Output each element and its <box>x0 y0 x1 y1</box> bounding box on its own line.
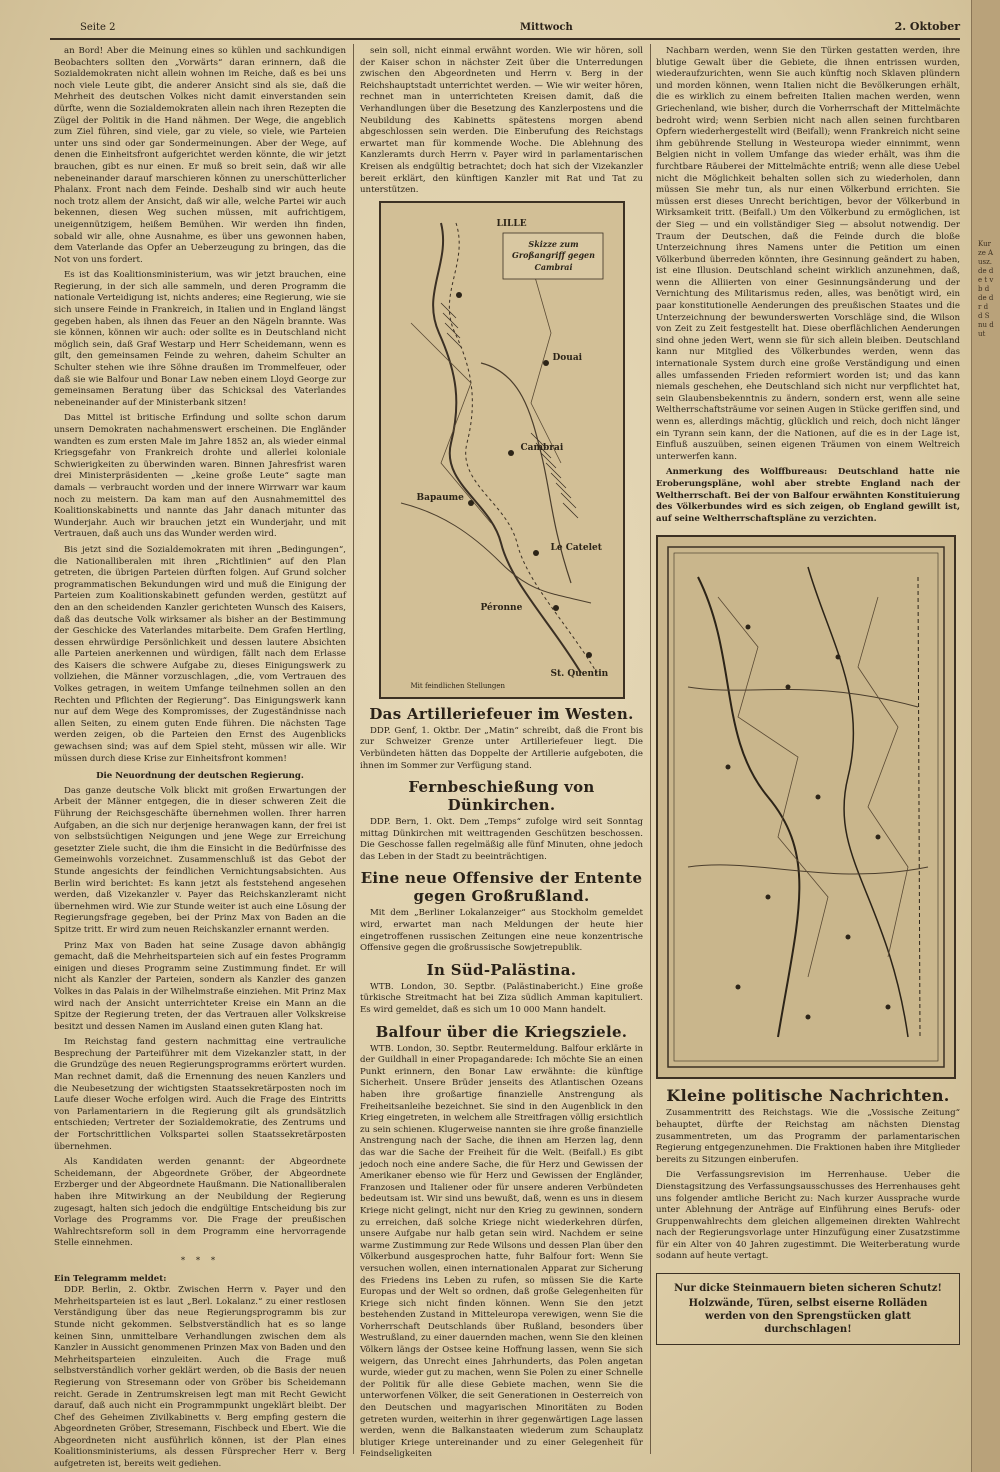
paragraph: Anmerkung des Wolffbureaus: Deutschland hatte nie Eroberungspläne, wohl aber strebte England nach der Weltherrschaft. Bei der von Balfour erwähnten Konstituierung des Völkerbundes wird es sich zeigen, ob England gewillt ist, auf seine Weltherrschaftspläne zu verzichten. <box>656 467 960 524</box>
page-number: Seite 2 <box>80 22 116 33</box>
notice-line: Nur dicke Steinmauern bieten sicheren Schutz! <box>674 1283 942 1295</box>
article-heading: Das Artilleriefeuer im Westen. <box>369 704 634 723</box>
map-label-stquentin: St. Quentin <box>550 668 609 679</box>
issue-date: 2. Oktober <box>894 20 960 33</box>
map-label-bapaume: Bapaume <box>416 492 464 503</box>
column-rule <box>650 44 651 1454</box>
map-label-peronne: Péronne <box>480 602 523 613</box>
telegram-heading: Ein Telegramm meldet: <box>54 1273 167 1284</box>
map-label-cambrai: Cambrai <box>520 442 564 453</box>
paragraph: DDP. Berlin, 2. Oktbr. Zwischen Herrn v. Payer und den Mehrheitsparteien ist es laut „Berl. Lokalanz.“ zu einer restlosen Verständigung über das neue Regierungsprogramm bis zur Stunde nicht gekommen. Selbstverständlich hat es so lange keinen Sinn, unmittelbare Verhandlungen zwischen dem als Kanzler in Aussicht genommenen Prinzen Max von Baden und den Mehrheitsparteien einzuleiten. Auch die Frage muß selbstverständlich vorher geklärt werden, ob die Basis der neuen Regierung von Stresemann oder von Gröber bis Scheidemann reicht. Gerade in Zentrumskreisen legt man mit Recht Gewicht darauf, daß auch nicht ein Programmpunkt ungeklärt bleibt. Der Chef des Geheimen Zivilkabinetts v. Berg empfing gestern die Abgeordneten Gröber, Stresemann, Fischbeck und Ebert. Wie die Abgeordneten nicht ausführlich können, ist der Plan eines Koalitionsministeriums, als dessen Fürsprecher Herr v. Berg aufgetreten ist, bereits weit gediehen. <box>54 1285 346 1470</box>
map-drawing <box>381 203 623 697</box>
article-heading: Eine neue Offensive der Entente gegen Großrußland. <box>360 869 643 906</box>
paragraph: Es ist das Koalitionsministerium, was wir jetzt brauchen, eine Regierung, in der sich alle sammeln, und deren Programm die nationale Verteidigung ist, nichts anderes; eine Regierung, wie sie sich unsere Feinde in Frankreich, in Italien und in England längst gegeben haben, als ihnen das Feuer an den Nägeln brannte. Was sie können, können wir auch: oder sollte es in Deutschland nicht möglich sein, daß Graf Westarp und Herr Scheidemann, wenn es gilt, den gemeinsamen Feinde zu wehren, daheim Schulter an Schulter stehen wie ihre Söhne draußen im Trommelfeuer, oder daß sie wie Balfour und Bonar Law neben einem Lloyd George zur gemeinsamen Beratung über das Schicksal des Vaterlandes nebeneinander auf der Ministerbank sitzen! <box>54 270 346 408</box>
paragraph: DDP. Bern, 1. Okt. Dem „Temps“ zufolge wird seit Sonntag mittag Dünkirchen mit weittragenden Geschützen beschossen. Die Geschosse fallen regelmäßig alle fünf Minuten, ohne jedoch das Leben in der Stadt zu beeinträchtigen. <box>360 817 643 862</box>
map-label-lille: LILLE <box>496 218 527 229</box>
article-heading: Balfour über die Kriegsziele. <box>375 1022 628 1041</box>
advertisement-box <box>656 1273 960 1345</box>
paragraph: Als Kandidaten werden genannt: der Abgeordnete Scheidemann, der Abgeordnete Gröber, der Abgeordnete Erzberger und der Abgeordnete Haußmann. Die Nationalliberalen haben ihre Mitwirkung an der Neubildung der Regierung zugesagt, halten sich jedoch die endgültige Entscheidung bis zur Vorlage des Programms vor. Die Frage der preußischen Wahlrechtsreform soll in dem Programm eine hervorragende Stelle einnehmen. <box>54 1157 346 1249</box>
paragraph: Im Reichstag fand gestern nachmittag eine vertrauliche Besprechung der Parteiführer mit dem Vizekanzler statt, in der die Grundzüge des neuen Regierungsprogramms erörtert wurden. Man rechnet damit, daß die Ernennung des neuen Kanzlers und die Neubesetzung der wichtigsten Staatssekretärposten noch im Laufe dieser Woche erfolgen wird. Auch die Frage des Eintritts von Parlamentariern in die Regierung gilt als grundsätzlich entschieden; Vertreter der Sozialdemokratie, des Zentrums und der Fortschrittlichen Volkspartei sollen Staatssekretärposten übernehmen. <box>54 1037 346 1152</box>
middle-column <box>360 46 643 1460</box>
map-label-douai: Douai <box>552 352 583 363</box>
paragraph: an Bord! Aber die Meinung eines so kühlen und sachkundigen Beobachters sollten den „Vorwärts“ daran erinnern, daß die Sozialdemokraten nicht allein wohnen im Reiche, daß es bei uns noch viele Leute gibt, die anderer Ansicht sind als sie, daß die Mehrheit des deutschen Volkes nicht damit einverstanden sein dürfte, wenn die Sozialdemokraten allein nach ihren Rezepten die Zügel der Politik in die Hand nähmen. Der Wege, die angeblich zum Ziel führen, sind viele, gar zu viele, so viele, wie Parteien unter uns sind oder gar Sondermeinungen. Aber der Wege, auf denen die Einheitsfront aufgerichtet werden könnte, die wir jetzt brauchen, gibt es nur einen. Er muß so breit sein, daß wir alle nebeneinander darauf marschieren können zu unerschütterlicher Phalanx. Front nach dem Feinde. Deshalb sind wir auch heute noch trotz allem der Ansicht, daß wir alle, welche Partei wir auch bekennen, diesen Weg suchen müssen, mit aufrichtigem, uneigennützigem, heißem Bemühen. Wir werden ihn finden, sobald wir alle, ohne Ausnahme, es über uns gewonnen haben, dem Vaterlande das Opfer an Ueberzeugung zu bringen, das die Not von uns fordert. <box>54 46 346 265</box>
weekday: Mittwoch <box>520 22 573 33</box>
article-heading: In Süd-Palästina. <box>426 960 577 979</box>
map-drawing <box>658 537 954 1077</box>
map-label-lecatelet: Le Catelet <box>550 542 602 553</box>
paragraph: DDP. Genf, 1. Oktbr. Der „Matin“ schreibt, daß die Front bis zur Schweizer Grenze unter Artilleriefeuer liegt. Die Verbündeten hätten das Doppelte der Artillerie aufgeboten, die ihnen im Sommer zur Verfügung stand. <box>360 725 643 771</box>
adjacent-page-edge <box>971 0 1000 1472</box>
article-heading: Fernbeschießung von Dünkirchen. <box>408 778 595 815</box>
paragraph: Mit dem „Berliner Lokalanzeiger“ aus Stockholm gemeldet wird, erwartet man nach Meldungen der heute hier eingetroffenen russischen Zeitungen eine neue konzentrische Offensive gegen die großrussische Sowjetrepublik. <box>360 908 643 954</box>
map-legend: Skizze zum Großangriff gegen Cambrai <box>512 238 595 272</box>
right-column <box>656 46 960 1456</box>
eastern-front-map <box>656 535 956 1079</box>
paragraph: Nachbarn werden, wenn Sie den Türken gestatten werden, ihre blutige Gewalt über die Gebiete, die ihnen entrissen wurden, wiederaufzurichten, wenn Sie auch künftig noch Sklaven plündern und morden können, wenn Italien nicht die Bevölkerungen erhält, die es wirklich zu einem befreiten Italien machen werden, wenn Griechenland, wie bisher, durch die Vorherrschaft der Mittelmächte bedroht wird; wenn Serbien nicht nach allen seinen furchtbaren Opfern wiederhergestellt wird (Beifall); wenn Frankreich nicht seine ihm gebührende Stellung in Westeuropa wieder einnimmt, wenn Belgien nicht in vollem Umfange das wieder erhält, was ihm die furchtbare Räuberei der Mittelmächte entriß; wenn alle diese Uebel nicht die Möglichkeit behalten sollen sich zu wiederholen, dann müssen Sie mehr tun, als nur einen Völkerbund errichten. Sie müssen erst dieses Unrecht berichtigen, bevor der Völkerbund in Wirksamkeit tritt. (Beifall.) Um den Völkerbund zu ermöglichen, ist der Sieg — und ein vollständiger Sieg — absolut notwendig. Der Traum der Deutschen, daß die Feinde durch die bloße Unterzeichnung ihres Namens unter die Petition um einen Völkerbund überreden könnten, ihre Gesinnung geändert zu haben, ist eine Illusion. Deutschland scheint wirklich anzunehmen, daß, wenn die Alliierten von einer Gesinnungsänderung und der Vernichtung des Militarismus reden, alles, was benötigt wird, ein paar konstitutionelle Aenderungen des preußischen Staates und die Unterzeichnung der bewunderswerten Vorschläge sind, die Wilson von Zeit zu Zeit festgestellt hat. Diese oberflächlichen Aenderungen sind ohne jeden Wert, wenn sie für sich allein bleiben. Deutschland kann nur Mitglied des Völkerbundes werden, wenn das internationale System durch eine große Verständigung und einen alles umfassenden Frieden reformiert worden ist; und das kann niemals geschehen, ehe Deutschland sich nicht nur verpflichtet hat, sein Glaubensbekenntnis zu ändern, sondern erst, wenn alle seine Weltherrschaftsträume vor seinen Augen in Stücke geriffen sind, und wenn es, allerdings mächtig, glücklich und reich, doch nicht länger ein Tyrann sein kann, der die Nationen, auf die es in der Lage ist, Einfluß auszuüben, seinen eigenen Träumen von einem Weltreich unterwerfen kann. <box>656 46 960 462</box>
paragraph: sein soll, nicht einmal erwähnt worden. Wie wir hören, soll der Kaiser schon in nächster Zeit über die Unterredungen zwischen den Abgeordneten und Herrn v. Berg in der Reichshauptstadt unterrichtet werden. — Wie wir weiter hören, rechnet man in unterrichteten Kreisen damit, daß die Verhandlungen über die Besetzung des Kanzlerpostens und die Neubildung des Kabinetts spätestens morgen abend abgeschlossen sein werden. Die Einberufung des Reichstags erwartet man für kommende Woche. Die Ablehnung des Kanzleramts durch Herrn v. Payer wird in parlamentarischen Kreisen als endgültig betrachtet; doch hat sich der Vizekanzler bereit erklärt, den künftigen Kanzler mit Rat und Tat zu unterstützen. <box>360 46 643 196</box>
column-rule <box>353 44 354 1454</box>
paragraph: Das ganze deutsche Volk blickt mit großen Erwartungen der Arbeit der Männer entgegen, die in dieser schweren Zeit die Führung der Reichsgeschäfte übernehmen wollen. Ihrer harren Aufgaben, an die sich nur derjenige heranwagen kann, der frei ist von selbstsüchtigen Neigungen und jene Wege zur Erreichung gesetzter Ziele sucht, die ihm die Einsicht in die Bedürfnisse des Gemeinwohls vorzeichnet. Zusammenschluß ist das Gebot der Stunde angesichts der feindlichen Vernichtungsabsichten. Aus Berlin wird berichtet: Es kann jetzt als feststehend angesehen werden, daß Vizekanzler v. Payer das Reichskanzleramt nicht übernehmen wird. Wie zur Stunde weiter ist auch eine Lösung der Regierungsfrage gegeben, bei der Prinz Max von Baden an die Spitze tritt. Er wird zum neuen Reichskanzler ernannt werden. <box>54 785 346 935</box>
front-map <box>379 201 625 699</box>
page-header <box>50 20 960 40</box>
paragraph: WTB. London, 30. Septbr. Reutermeldung. Balfour erklärte in der Guildhall in einer Propagandarede: Ich möchte Sie an einen Punkt erinnern, den Bonar Law erwähnte: die künftige Sicherheit. Unsere Brüder jenseits des Atlantischen Ozeans haben ihre großartige finanzielle Anstrengung als Freiheitsanleihe bezeichnet. Sie sind in den Augenblick in den Krieg eingetreten, in welchem alle Streitfragen völlig ersichtlich zu sein schienen. Klugerweise nannten sie ihre große finanzielle Anstrengung nach der Sache, die ihnen am Herzen lag, denn das war die Sache der Freiheit für die Welt. (Beifall.) Es gibt jedoch noch eine andere Sache, die für Herz und Gewissen der Amerikaner ebenso wie für Herz und Gewissen der Engländer, Franzosen und Italiener oder für unsere anderen Verbündeten bedeutsam ist. Wir sind uns bewußt, daß, wenn es uns in diesem Kriege nicht gelingt, nicht nur den Krieg zu gewinnen, sondern zu erreichen, daß solche Kriege nicht wiederkehren dürfen, unsere Aufgabe nur halb getan sein wird. Nachdem er seine warme Zustimmung zur Rede Wilsons und dessen Plan über den Völkerbund ausgesprochen hatte, fuhr Balfour fort: Wenn Sie versuchen wollen, einen internationalen Apparat zur Sicherung des Friedens ins Leben zu rufen, so müssen Sie die Karte Europas und der Welt so ordnen, daß große Gelegenheiten für Kriege sich nicht finden können. Wenn Sie den jetzt bestehenden Zustand in Mitteleuropa verewigen, wenn Sie die Vorherrschaft Deutschlands über Rußland, besonders über Westrußland, zu einer dauernden machen, wenn Sie den kleinen Völkern längs der Ostsee keine Hoffnung lassen, wenn Sie sich weigern, das Unrecht eines Jahrhunderts, das Polen angetan wurde, wieder gut zu machen, wenn Sie Polen zu einer Schnelle der Politik für alle diese Gebiete machen, wenn Sie die unterworfenen Völker, die seit Generationen in Oesterreich von den Deutschen und magyarischen Minoritäten zu Boden getreten wurden, weiterhin in ihrer gegenwärtigen Lage lassen werden, wenn die Balkanstaaten wiederum zum Schauplatz blutiger Kriege untereinander und zu einer Gelegenheit für Feindseligkeiten <box>360 1043 643 1460</box>
notice-line: Holzwände, Türen, selbst eiserne Rolläden werden von den Sprengstücken glatt durchschlagen! <box>688 1298 928 1336</box>
paragraph: Bis jetzt sind die Sozialdemokraten mit ihren „Bedingungen“, die Nationalliberalen mit ihren „Richtlinien“ auf den Plan getreten, die übrigen Parteien dürften folgen. Auf Grund solcher programmatischen Bekundungen wird und muß die Einigung der Parteien zum Koalitionskabinett gefunden werden, gestützt auf den an den scheidenden Kanzler gerichteten Wunsch des Kaisers, daß das deutsche Volk wirksamer als bisher an der Bestimmung der Geschicke des Vaterlandes mitarbeite. Dem Grafen Hertling, dessen ehrwürdige Persönlichkeit und dessen lautere Absichten alle Parteien anerkennen und würdigen, fällt nach dem Erlasse des Kaisers die schwere Aufgabe zu, dieses Einigungswerk zu vollziehen, die Männer vorzuschlagen, „die, vom Vertrauen des Volkes getragen, in weitem Umfange teilnehmen sollen an den Rechten und Pflichten der Regierung“. Das Einigungswerk kann nur auf dem Wege des Kompromisses, der Zugeständnisse nach allen Seiten, zu einem guten Ende führen. Die nächsten Tage werden zeigen, ob die Parteien den Ernst des Augenblicks gewachsen sind; was auf dem Spiel steht, müssen wir alle. Wir müssen durch diese Krise zur Einheitsfront kommen! <box>54 544 346 764</box>
news-heading: Kleine politische Nachrichten. <box>666 1086 950 1106</box>
left-column <box>54 46 346 1470</box>
map-footer: Mit feindlichen Stellungen <box>410 681 506 690</box>
section-heading: Die Neuordnung der deutschen Regierung. <box>96 771 304 782</box>
paragraph: Zusammentritt des Reichstags. Wie die „Vossische Zeitung“ behauptet, dürfte der Reichstag am nächsten Dienstag zusammentreten, um das Programm der parlamentarischen Regierung entgegenzunehmen. Die Fraktionen haben ihre Mitglieder bereits zu Sitzungen einberufen. <box>656 1108 960 1165</box>
paragraph: WTB. London, 30. Septbr. (Palästinabericht.) Eine große türkische Streitmacht hat bei Ziza südlich Amman kapituliert. Es wird gemeldet, daß es sich um 10 000 Mann handelt. <box>360 981 643 1016</box>
adjacent-page-text: Kurze Ausz. de de t v b d de dr d d S nu d ut <box>978 240 994 338</box>
paragraph: Prinz Max von Baden hat seine Zusage davon abhängig gemacht, daß die Mehrheitsparteien sich auf ein festes Programm einigen und dieses Programm seine Zustimmung findet. Er will nicht als Kanzler der Parteien, sondern als Kanzler des ganzen Volkes in das Palais in der Wilhelmstraße einziehen. Mit Prinz Max wird nach der Ansicht unterrichteter Kreise ein Mann an die Spitze der Regierung treten, der das Vertrauen aller Volkskreise besitzt und dessen Namen im Ausland einen guten Klang hat. <box>54 940 346 1032</box>
paragraph: Die Verfassungsrevision im Herrenhause. Ueber die Dienstagsitzung des Verfassungsausschusses des Herrenhauses geht uns folgender amtliche Bericht zu: Nach kurzer Aussprache wurde unter Ablehnung der Anträge auf Einführung eines Berufs- oder Gruppenwahlrechts dem gleichen allgemeinen direkten Wahlrecht nach der Regierungsvorlage unter Hinzufügung einer Zusatzstimme für ein Alter von 40 Jahren zugestimmt. Die Weiterberatung wurde sodann auf heute vertagt. <box>656 1170 960 1262</box>
paragraph: Das Mittel ist britische Erfindung und sollte schon darum unsern Demokraten nachahmenswert erscheinen. Die Engländer wandten es zum ersten Male im Jahre 1852 an, als wieder einmal Kriegsgefahr von Frankreich drohte und allerlei koloniale Schwierigkeiten zu überwinden waren. Binnen Jahresfrist waren drei Ministerpräsidenten — „keine große Leute“ sagte man damals — verbraucht worden und der innere Wirrwarr war kaum noch zu meistern. Da kam man auf den Ausnahmemittel des Koalitionskabinetts und nannte das Jahr danach mitunter das Wunderjahr. Auch wir brauchen jetzt ein Wunderjahr, und mit Vertrauen, daß auch uns das Wunder werden wird. <box>54 413 346 540</box>
separator-stars: * * * <box>180 1255 220 1266</box>
